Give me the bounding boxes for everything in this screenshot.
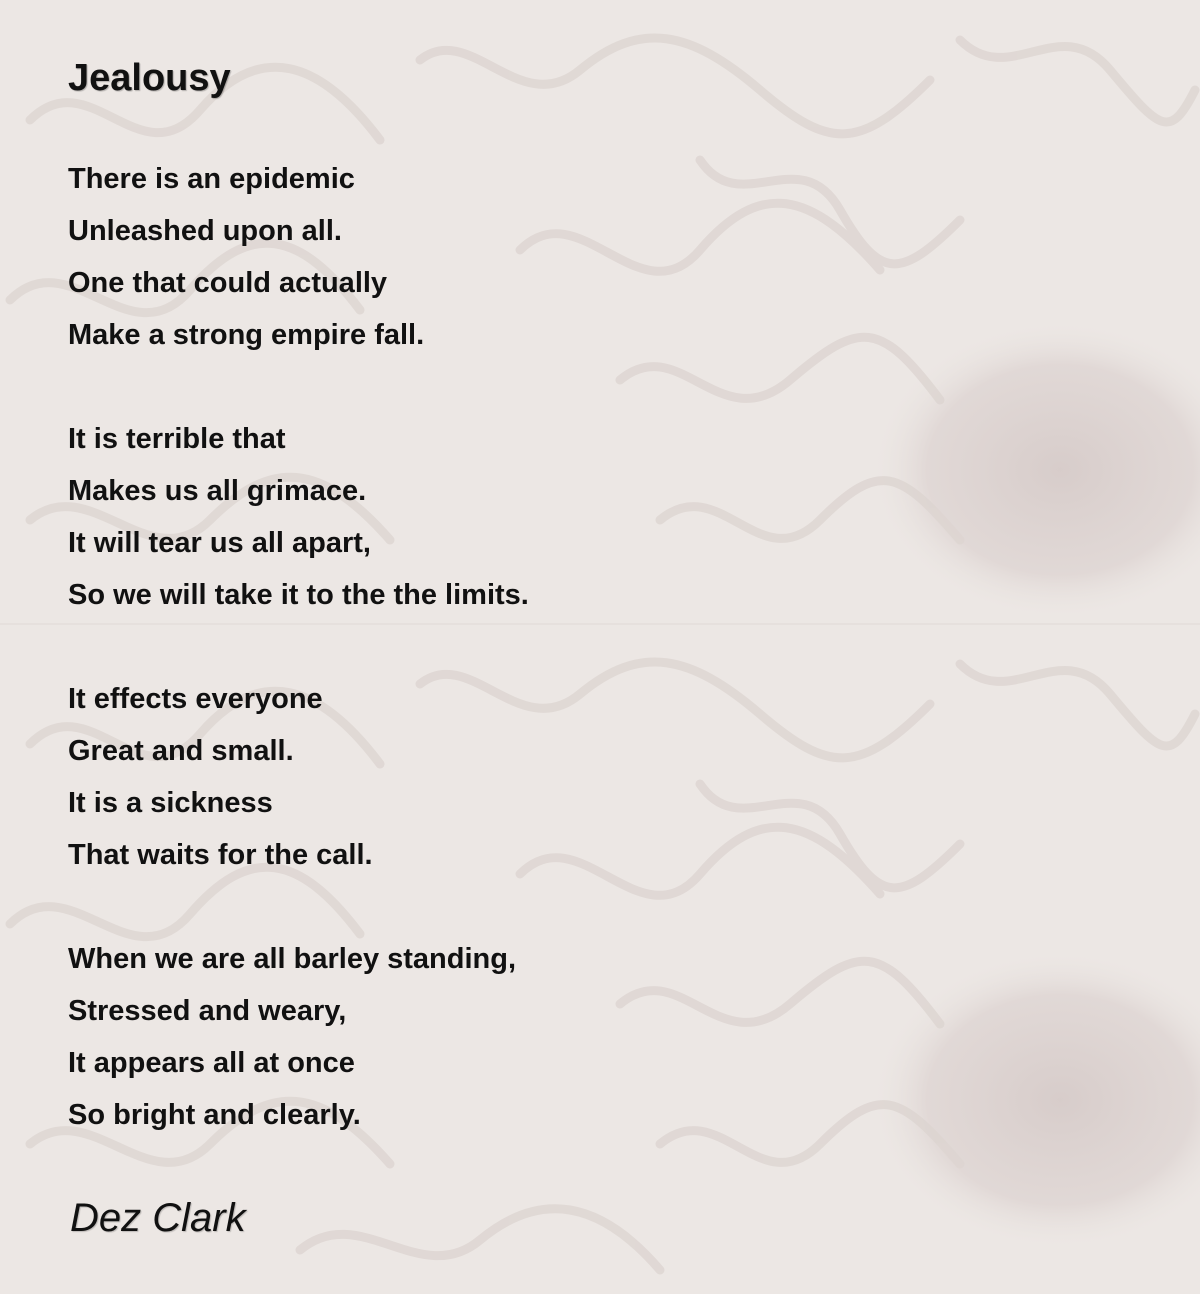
stanza-2 bbox=[68, 413, 529, 621]
poem-line: One that could actually bbox=[68, 267, 388, 299]
poem-line: It is a sickness bbox=[68, 787, 273, 819]
poem-line: It will tear us all apart, bbox=[68, 527, 371, 559]
poem-line: That waits for the call. bbox=[68, 839, 373, 871]
ink-blot-upper bbox=[870, 320, 1200, 620]
poem-line: Makes us all grimace. bbox=[68, 475, 367, 507]
poem-author: Dez Clark bbox=[70, 1196, 246, 1240]
poem-line: Make a strong empire fall. bbox=[68, 319, 425, 351]
poem-line: It is terrible that bbox=[68, 423, 286, 455]
poem-line: Great and small. bbox=[68, 735, 294, 767]
poem-line: It effects everyone bbox=[68, 683, 323, 715]
poem-line: So bright and clearly. bbox=[68, 1099, 361, 1131]
poem-line: It appears all at once bbox=[68, 1047, 355, 1079]
poem-line: So we will take it to the the limits. bbox=[68, 579, 529, 611]
poem-body bbox=[68, 153, 529, 1193]
poem-line: Stressed and weary, bbox=[68, 995, 347, 1027]
stanza-1 bbox=[68, 153, 529, 361]
stanza-3 bbox=[68, 673, 529, 881]
stanza-4 bbox=[68, 933, 529, 1141]
poem-title: Jealousy bbox=[68, 57, 231, 99]
poem-line: There is an epidemic bbox=[68, 163, 355, 195]
poem-line: Unleashed upon all. bbox=[68, 215, 342, 247]
poem-line: When we are all barley standing, bbox=[68, 943, 517, 975]
